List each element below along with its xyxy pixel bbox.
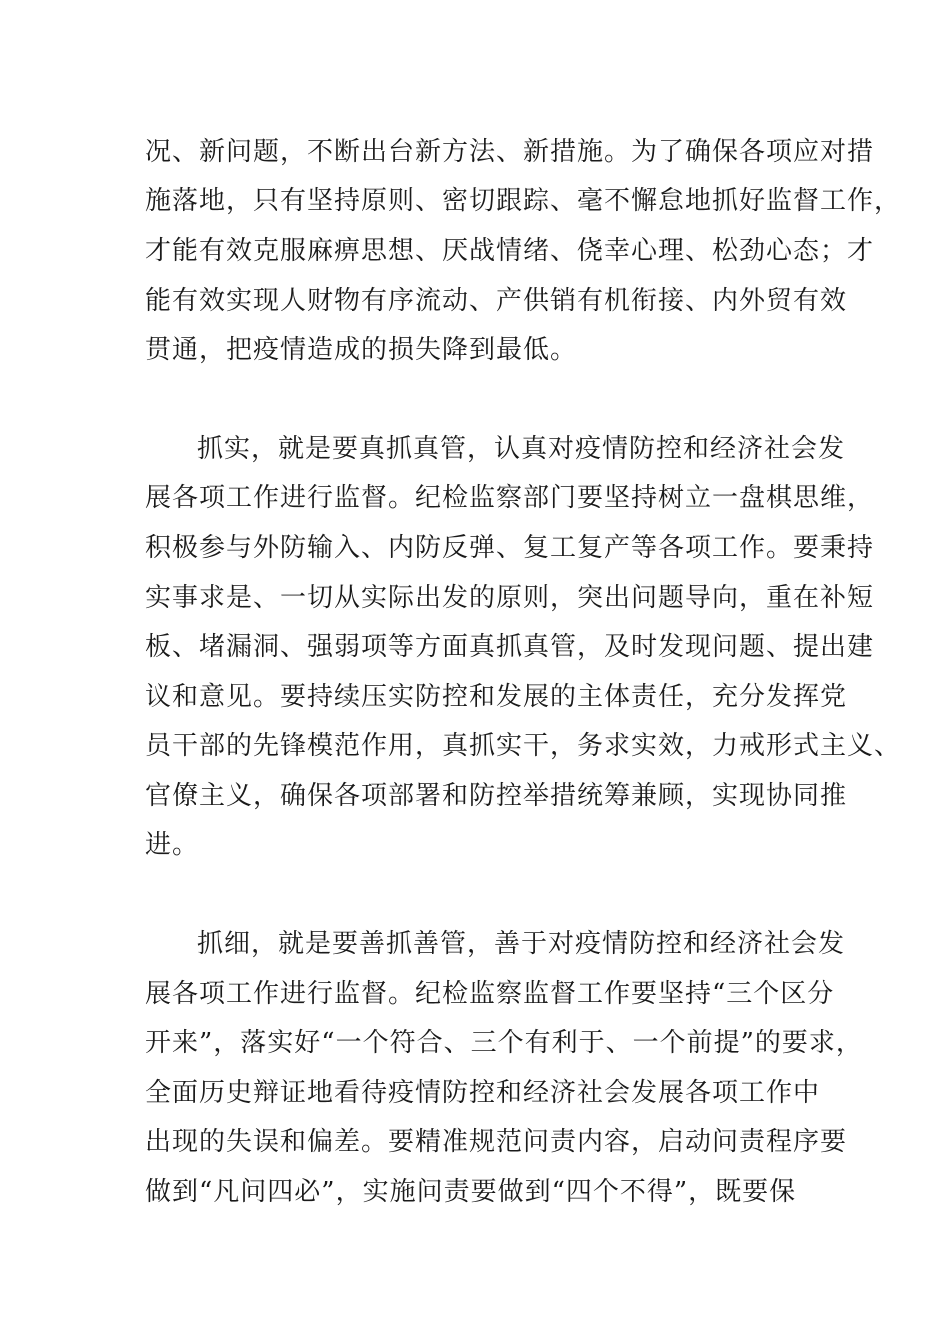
text-line: 板、堵漏洞、强弱项等方面真抓真管，及时发现问题、提出建 [145, 632, 875, 662]
text-line: 员干部的先锋模范作用，真抓实干，务求实效，力戒形式主义、 [145, 731, 902, 761]
text-line: 才能有效克服麻痹思想、厌战情绪、侥幸心理、松劲心态；才 [145, 236, 875, 266]
text-line: 议和意见。要持续压实防控和发展的主体责任，充分发挥党 [145, 682, 848, 712]
text-line: 出现的失误和偏差。要精准规范问责内容，启动问责程序要 [145, 1127, 848, 1157]
text-line: 官僚主义，确保各项部署和防控举措统筹兼顾，实现协同推 [145, 781, 848, 811]
text-line: 积极参与外防输入、内防反弹、复工复产等各项工作。要秉持 [145, 533, 875, 563]
text-line: 开来”，落实好“一个符合、三个有利于、一个前提”的要求， [145, 1028, 863, 1058]
text-line: 抓实，就是要真抓真管，认真对疫情防控和经济社会发 [197, 434, 846, 464]
text-line: 全面历史辩证地看待疫情防控和经济社会发展各项工作中 [145, 1078, 821, 1108]
text-line: 能有效实现人财物有序流动、产供销有机衔接、内外贸有效 [145, 286, 848, 316]
text-line: 贯通，把疫情造成的损失降到最低。 [145, 335, 578, 365]
text-line: 进。 [145, 830, 200, 860]
text-line: 况、新问题，不断出台新方法、新措施。为了确保各项应对措 [145, 137, 875, 167]
text-line: 展各项工作进行监督。纪检监察监督工作要坚持“三个区分 [145, 979, 835, 1009]
text-line: 抓细，就是要善抓善管，善于对疫情防控和经济社会发 [197, 929, 846, 959]
text-line: 施落地，只有坚持原则、密切跟踪、毫不懈怠地抓好监督工作， [145, 186, 902, 216]
text-line: 做到“凡问四必”，实施问责要做到“四个不得”，既要保 [145, 1177, 797, 1207]
text-line: 实事求是、一切从实际出发的原则，突出问题导向，重在补短 [145, 583, 875, 613]
text-line: 展各项工作进行监督。纪检监察部门要坚持树立一盘棋思维， [145, 483, 875, 513]
